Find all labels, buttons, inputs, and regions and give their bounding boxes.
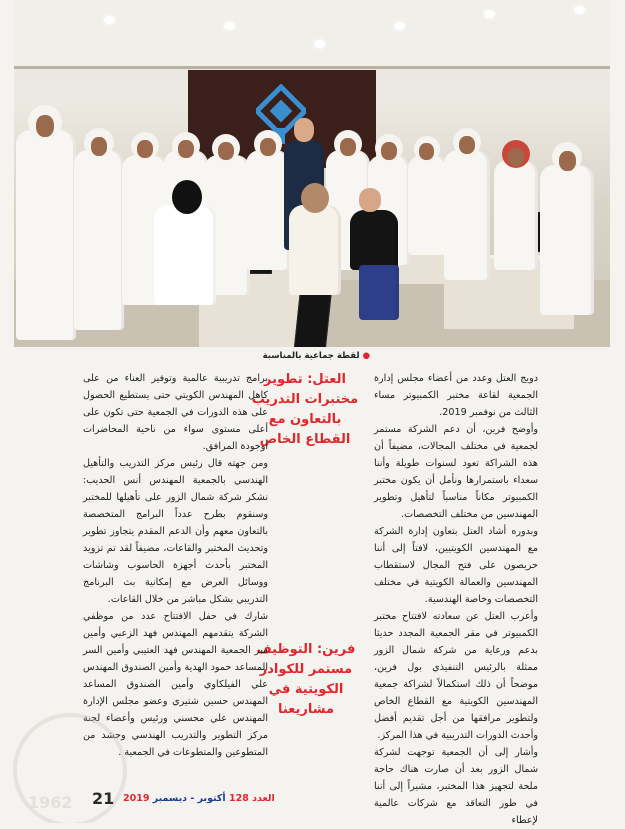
photo-caption — [258, 351, 370, 361]
caption-text: لقطة جماعية بالمناسبة — [262, 351, 360, 361]
issue-label: العدد — [252, 793, 275, 804]
person-face — [508, 148, 524, 166]
seated-person — [350, 210, 398, 270]
computer-monitor — [294, 288, 332, 347]
subheading-training-labs: العتل: تطوير مختبرات التدريب بالتعاون مع القطاع الخاص — [251, 372, 359, 447]
issue-year: 2019 — [123, 793, 150, 804]
article-column-right — [374, 370, 538, 829]
page-number: 21 — [92, 789, 115, 808]
ceiling-lamp — [314, 40, 325, 48]
person-face — [260, 138, 276, 156]
paragraph: وأوضح فرين، أن دعم الشركة مستمر لجمعية في مختلف المجالات، مضيفاً أن هذه الشراكة تعود لسنوات طويلة وأننا سعداء باستمرارها ونأمل أن يكون مختبر الكمبيوتر مكاناً مناسباً لتأهيل وتطوير المهندسين من مختلف التخصصات. — [374, 424, 538, 520]
person-face — [294, 118, 314, 142]
person — [74, 150, 124, 330]
person-face — [340, 138, 356, 156]
person — [444, 150, 490, 280]
person-face — [459, 136, 475, 154]
seated-person — [154, 205, 216, 305]
ceiling-lamp — [104, 16, 115, 24]
watermark-year: 1962 — [28, 793, 73, 812]
person-head — [172, 180, 202, 214]
ceiling-lamp — [484, 10, 495, 18]
ceiling-lamp — [394, 22, 405, 30]
paragraph: وأشار إلى أن الجمعية توجهت لشركة شمال الزور بعد أن صارت هناك حاجة ملحة لتجهيز هذا المختبر، مشيراً إلى أننا في طور التعاقد مع شركات عالمية لإعطاء — [374, 747, 538, 826]
person-face — [381, 142, 397, 160]
person-face — [359, 188, 381, 212]
seated-legs — [359, 265, 399, 320]
paragraph: برامج تدريبية عالمية وتوفير العناء من على كاهل المهندس الكويتي حتى يستطيع الحصول على هذه الدورات في الجمعية حتى تكون على أعلى مستوى سواء من ناحية المحاضرات أوجودة المرافق. — [83, 373, 268, 452]
ceiling-lamp — [224, 22, 235, 30]
ceiling — [14, 0, 610, 69]
paragraph: وبدوره أشاد العتل بتعاون إدارة الشركة مع المهندسين الكويتيين، لافتاً إلى أننا حريصون على فتح المجال لاستقطاب المهندسين والعمالة الكويتية في مختلف التخصصات وخاصة الهندسية. — [374, 526, 538, 605]
person — [540, 165, 594, 315]
caption-bullet: ● — [362, 351, 370, 361]
person-face — [559, 151, 576, 171]
person-face — [36, 115, 54, 137]
person-face — [178, 140, 194, 158]
person — [494, 160, 538, 270]
subheading-employment: فرين: التوظيف مستمر للكوادر الكويتية في مشاريعنا — [256, 642, 356, 717]
issue-months: أكتوبر - ديسمبر — [152, 793, 226, 804]
issue-footer — [123, 793, 275, 804]
issue-number: 128 — [229, 793, 249, 804]
seated-person — [289, 205, 341, 295]
ceiling-lamp — [574, 6, 585, 14]
person — [16, 130, 76, 340]
paragraph: ومن جهته قال رئيس مركز التدريب والتأهيل الهندسي بالجمعية المهندس أنس الحديب: نشكر شركة شمال الزور على تأهيلها للمختبر وسنقوم بطرح عدداً البرامج المتخصصة بالتعاون معهم وأن الدعم المقدم يتجاوز تطوير وتحديث المختبر والقاعات، مضيفاً لقد تم تزويد المختبر بأحدث أجهزة الحاسوب وشاشات ووسائل العرض مع إمكانية بث البرنامج التدريبي بشكل مباشر من خلال القاعات. — [83, 458, 268, 605]
paragraph: شارك في حفل الافتتاح عدد من موظفي الشركة يتقدمهم المهندس فهد الزعبي وأمين سر الجمعية المهندس فهد العتيبي وأمين السر المساعد حمود الهدية وأمين الصندوق المهندس علي الفيلكاوي وأمين الصندوق المساعد المهندس حسين شتيري وعضو مجلس الإدارة المهندس علي محسني ورئيس وأعضاء لجنة مركز التطوير والتدريب الهندسي وحشد من المتطوعين والمتطوعات في الجمعية . — [83, 611, 268, 758]
person-head — [301, 183, 329, 213]
person-face — [419, 143, 434, 160]
paragraph: دويج العتل وعدد من أعضاء مجلس إدارة الجمعية لقاعة مختبر الكمبيوتر مساء الثالث من نوفمبر 2019. — [374, 373, 538, 418]
paragraph: وأعرب العتل عن سعادته لافتتاح مختبر الكمبيوتر في مقر الجمعية المجدد حديثا بدعم ورعاية من شركة شمال الزور ممثلة بالرئيس التنفيذي بول فرين، موضحاً أن ذلك استكمالاً لشراكة جمعية المهندسين الكويتية مع القطاع الخاص ولتطوير مرافقها من أجل تقديم أفضل وأحدث الدورات التدريبية في هذا المركز. — [374, 611, 538, 741]
person-face — [218, 142, 234, 160]
person-face — [137, 140, 153, 158]
group-photo — [14, 0, 610, 347]
person-face — [91, 137, 107, 156]
person — [408, 155, 448, 255]
